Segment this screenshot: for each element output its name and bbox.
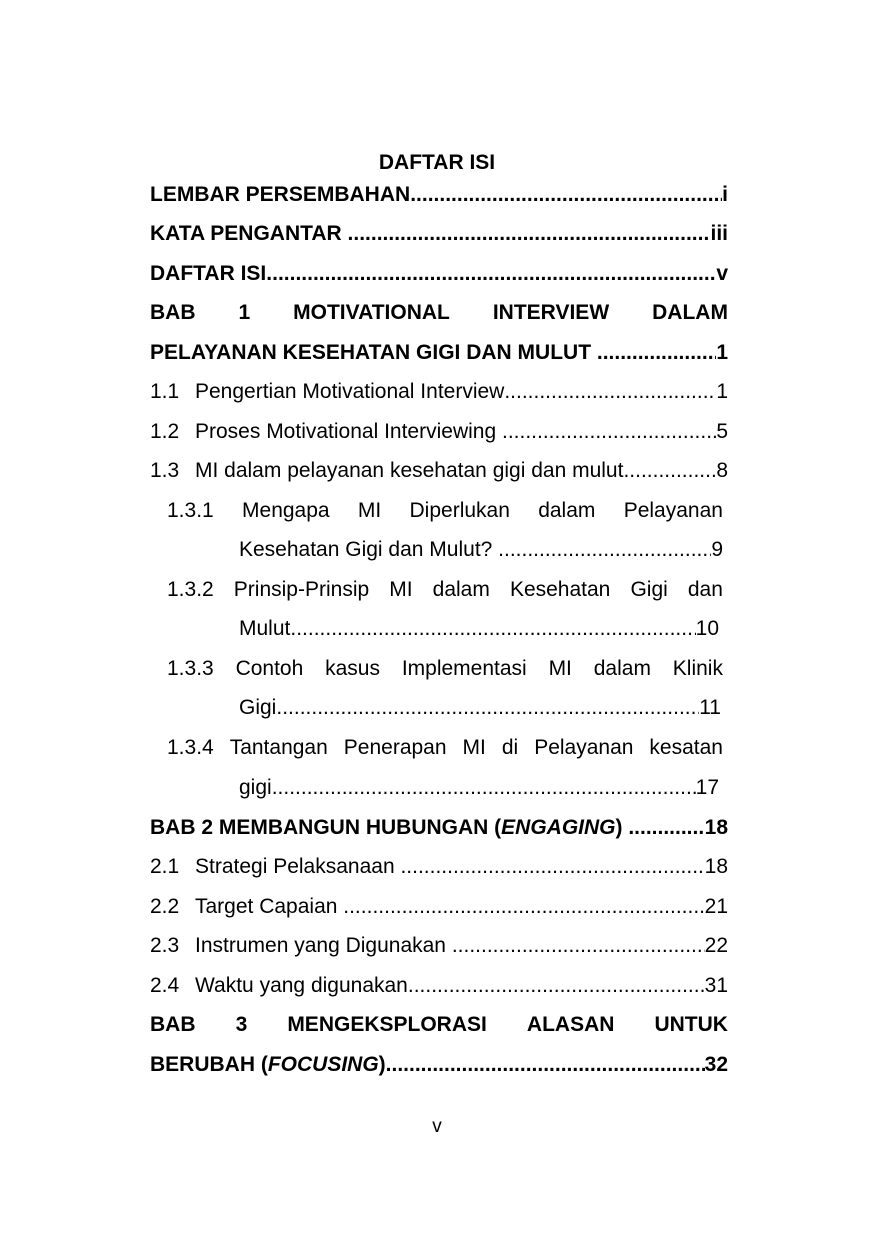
title-italic: ENGAGING (501, 816, 616, 839)
toc-entry-bab2[interactable] (150, 815, 728, 841)
toc-entry-title: DAFTAR ISI (150, 262, 267, 285)
toc-page-number: 9 (711, 538, 723, 561)
toc-entry-2-3[interactable] (150, 933, 728, 959)
toc-entry-title (150, 815, 628, 841)
toc-entry-kata-pengantar[interactable] (150, 221, 728, 247)
toc-page-number: 21 (704, 895, 728, 918)
toc-page-number: 5 (716, 420, 728, 443)
word: MI (357, 499, 382, 522)
word: Gigi (630, 578, 668, 601)
dot-leader (408, 973, 705, 999)
word: BAB (150, 301, 196, 324)
word: MI (548, 657, 572, 680)
toc-entry-title: MI dalam pelayanan kesehatan gigi dan mulut (195, 459, 624, 482)
word: Pelayanan (534, 736, 634, 759)
toc-page-number: 31 (704, 974, 728, 997)
toc-entry-title: Strategi Pelaksanaan (195, 855, 401, 878)
toc-entry-bab3-line1[interactable] (150, 1012, 728, 1038)
toc-entry-title: Mulut (239, 617, 291, 640)
toc-entry-title: LEMBAR PERSEMBAHAN (150, 183, 411, 206)
word: BAB (150, 1013, 196, 1036)
dot-leader (498, 537, 711, 563)
toc-entry-1-2[interactable] (150, 419, 728, 445)
dot-leader (502, 419, 716, 445)
toc-entry-title: Instrumen yang Digunakan (195, 934, 452, 957)
toc-entry-title: KATA PENGANTAR (150, 222, 348, 245)
word: MI (462, 736, 486, 759)
toc-page-number: 18 (704, 855, 728, 878)
word: MI (389, 578, 413, 601)
toc-entry-1-3-1-line2[interactable] (239, 537, 723, 563)
section-number: 2.2 (150, 895, 180, 918)
dot-leader (410, 182, 722, 208)
toc-entry-lembar-persembahan[interactable] (150, 182, 728, 208)
page-title: DAFTAR ISI (378, 151, 496, 174)
toc-page-number: 8 (716, 459, 728, 482)
dot-leader (628, 815, 704, 841)
toc-entry-1-3-1-line1[interactable] (167, 498, 723, 524)
word: Penerapan (343, 736, 447, 759)
toc-page-number: 11 (699, 696, 721, 719)
toc-entry-1-3-3-line2[interactable] (239, 695, 721, 721)
word: UNTUK (654, 1013, 728, 1036)
title-suffix: ) (615, 816, 629, 839)
word: INTERVIEW (492, 301, 610, 324)
toc-entry-title: PELAYANAN KESEHATAN GIGI DAN MULUT (150, 341, 597, 364)
toc-entry-1-3-4-line2[interactable] (239, 775, 719, 801)
toc-entry-1-1[interactable] (150, 379, 728, 405)
section-number: 1.3.4 (167, 736, 214, 759)
word: dalam (593, 657, 651, 680)
section-number: 1.3.1 (167, 499, 214, 522)
toc-page-number: i (722, 183, 728, 206)
toc-page-number: 18 (704, 816, 728, 839)
word: di (501, 736, 519, 759)
toc-entry-title: Gigi (239, 696, 277, 719)
toc-entry-title: gigi (239, 776, 272, 799)
title-prefix: BAB 2 MEMBANGUN HUBUNGAN ( (150, 816, 502, 839)
dot-leader (276, 695, 699, 721)
toc-page-number: 32 (704, 1053, 728, 1076)
dot-leader (348, 221, 711, 247)
toc-entry-2-4[interactable] (150, 973, 728, 999)
word: DALAM (652, 301, 728, 324)
word: Diperlukan (409, 499, 510, 522)
toc-page-number: iii (710, 222, 728, 245)
word: MOTIVATIONAL (293, 301, 450, 324)
toc-page-number: 22 (704, 934, 728, 957)
toc-page-number: 17 (695, 776, 719, 799)
toc-entry-1-3-2-line1[interactable] (167, 577, 723, 603)
word: Prinsip-Prinsip (233, 578, 370, 601)
word: Implementasi (401, 657, 527, 680)
toc-entry-2-1[interactable] (150, 854, 728, 880)
section-number: 2.1 (150, 855, 180, 878)
word: ALASAN (526, 1013, 615, 1036)
toc-entry-bab1-line1[interactable] (150, 300, 728, 326)
dot-leader (343, 894, 704, 920)
dot-leader (400, 854, 704, 880)
dot-leader (386, 1052, 705, 1078)
toc-page-number: 10 (695, 617, 719, 640)
word: kasus (325, 657, 380, 680)
toc-page-number: 1 (716, 341, 728, 364)
word: Tantangan (229, 736, 328, 759)
toc-entry-title: Waktu yang digunakan (195, 974, 408, 997)
toc-entry-bab1-line2[interactable] (150, 340, 728, 366)
section-number: 1.3.3 (167, 657, 214, 680)
dot-leader (272, 775, 696, 801)
title-suffix: ) (378, 1053, 386, 1076)
toc-entry-title: Proses Motivational Interviewing (195, 420, 502, 443)
title-italic: FOCUSING (267, 1053, 379, 1076)
toc-entry-1-3-2-line2[interactable] (239, 616, 719, 642)
toc-entry-1-3-3-line1[interactable] (167, 656, 723, 682)
dot-leader (452, 933, 705, 959)
dot-leader (504, 379, 716, 405)
dot-leader (266, 261, 716, 287)
section-number: 2.4 (150, 974, 180, 997)
toc-entry-1-3-4-line1[interactable] (167, 735, 723, 761)
word: dalam (432, 578, 490, 601)
word: Contoh (235, 657, 304, 680)
title-prefix: BERUBAH ( (150, 1053, 268, 1076)
dot-leader (290, 616, 695, 642)
section-number: 1.3 (150, 459, 180, 482)
section-number: 1.2 (150, 420, 180, 443)
toc-page-number: 1 (716, 380, 728, 403)
dot-leader (623, 458, 716, 484)
word: Klinik (672, 657, 723, 680)
word: Pelayanan (623, 499, 723, 522)
toc-entry-daftar-isi[interactable] (150, 261, 728, 287)
word: MENGEKSPLORASI (287, 1013, 487, 1036)
toc-page-number: v (716, 262, 728, 285)
toc-entry-title: Target Capaian (195, 895, 344, 918)
toc-entry-2-2[interactable] (150, 894, 728, 920)
toc-entry-1-3[interactable] (150, 458, 728, 484)
section-number: 2.3 (150, 934, 180, 957)
word: dalam (538, 499, 596, 522)
word: 1 (238, 301, 251, 324)
dot-leader (597, 340, 716, 366)
toc-entry-title (150, 1052, 386, 1078)
word: Kesehatan (509, 578, 611, 601)
toc-entry-bab3-line2[interactable] (150, 1052, 728, 1078)
word: kesatan (649, 736, 723, 759)
word: 3 (235, 1013, 248, 1036)
section-number: 1.3.2 (167, 578, 214, 601)
word: Mengapa (242, 499, 330, 522)
word: dan (687, 578, 723, 601)
toc-entry-title: Pengertian Motivational Interview (195, 380, 505, 403)
toc-entry-title: Kesehatan Gigi dan Mulut? (239, 538, 499, 561)
section-number: 1.1 (150, 380, 180, 403)
page-number-footer: v (432, 1116, 442, 1137)
